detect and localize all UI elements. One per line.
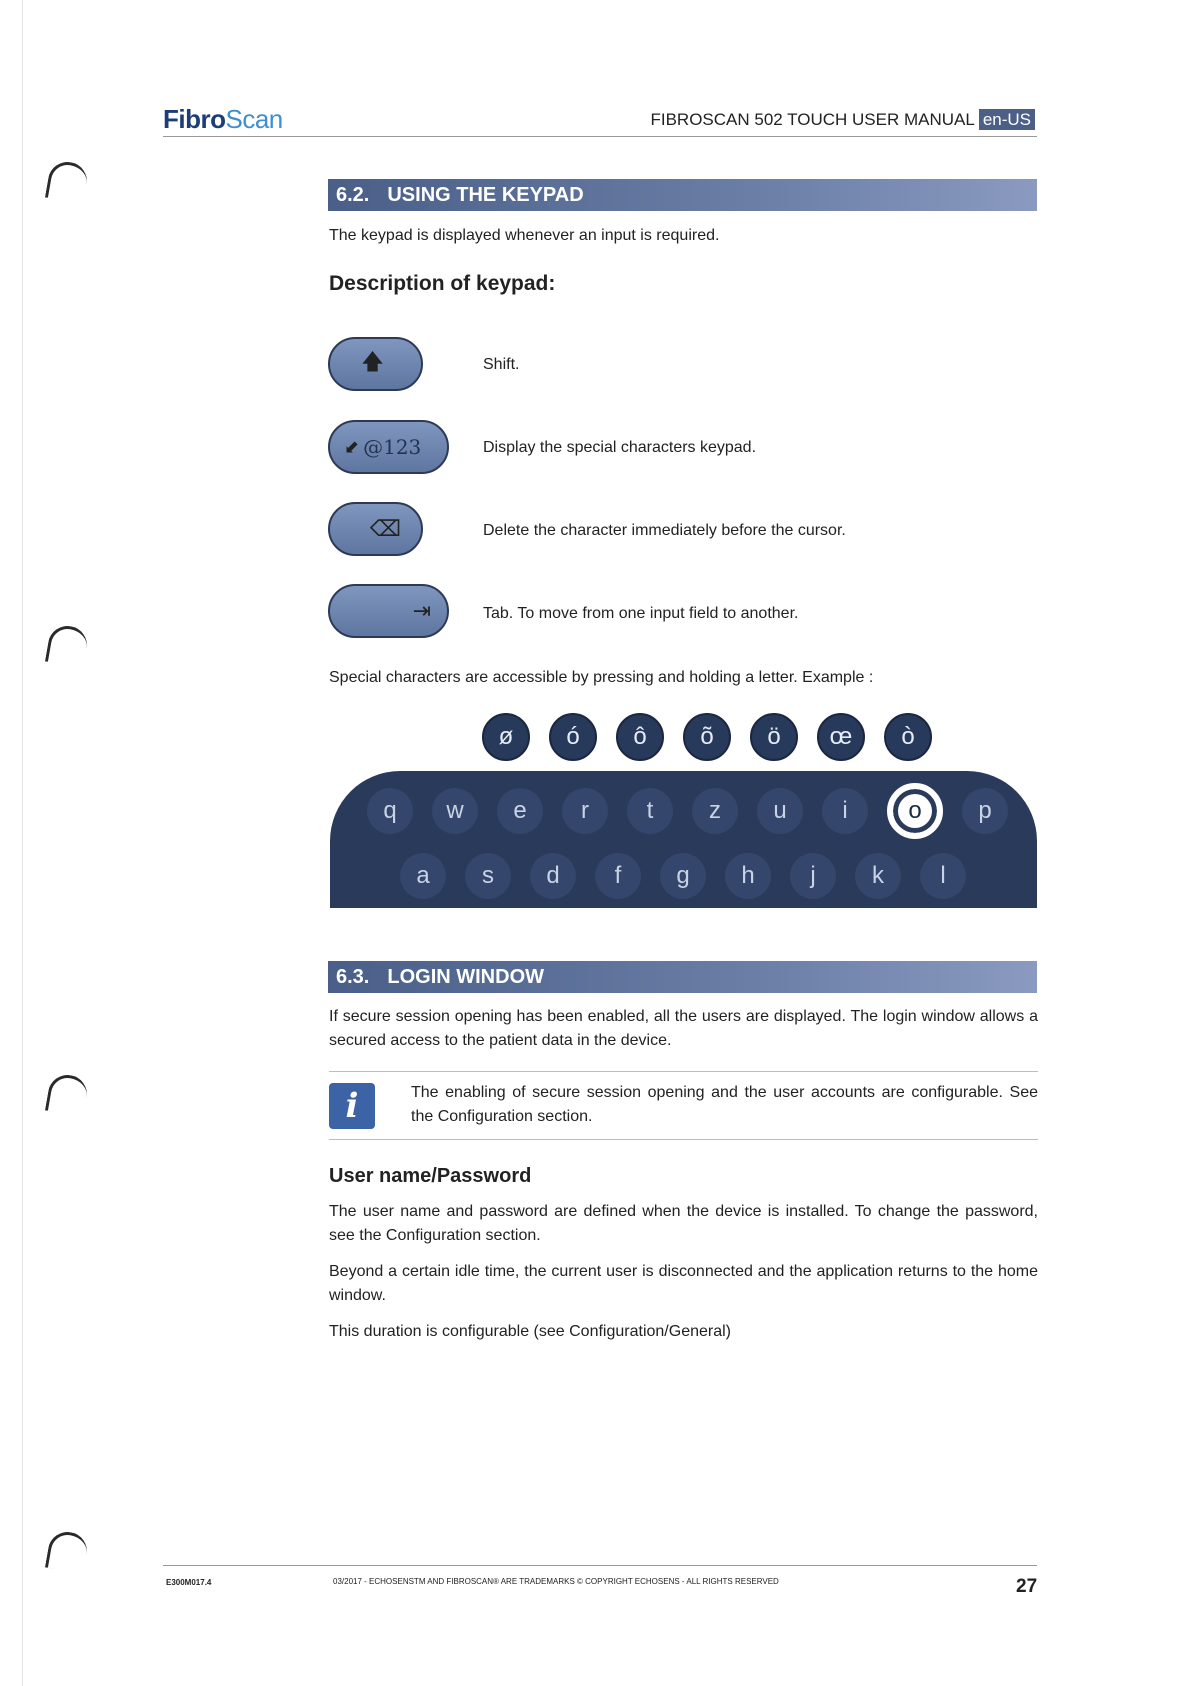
- tab-icon: ⇥: [412, 598, 431, 623]
- user-password-para-2: Beyond a certain idle time, the current user is disconnected and the application returns to the home window.: [329, 1263, 1038, 1304]
- diacritic-key: ó: [549, 713, 597, 761]
- copyright-notice: 03/2017 - ECHOSENSTM AND FIBROSCAN® ARE TRADEMARKS © COPYRIGHT ECHOSENS - ALL RIGHTS RESERVED: [333, 1577, 779, 1586]
- diacritic-key: œ: [817, 713, 865, 761]
- letter-key: t: [627, 788, 673, 834]
- letter-key: s: [465, 853, 511, 899]
- backspace-key-description: Delete the character immediately before the cursor.: [483, 522, 846, 539]
- letter-key: l: [920, 853, 966, 899]
- letter-key: z: [692, 788, 738, 834]
- tab-key-description: Tab. To move from one input field to another.: [483, 605, 799, 622]
- binder-hole: [45, 159, 90, 204]
- diacritic-key: ø: [482, 713, 530, 761]
- manual-title: FIBROSCAN 502 TOUCH USER MANUAL en-US: [650, 110, 1035, 130]
- shift-arrow-icon: 🡅: [361, 349, 384, 374]
- diacritic-key: ö: [750, 713, 798, 761]
- header-divider: [163, 136, 1037, 137]
- language-badge: en-US: [979, 109, 1035, 130]
- user-password-heading: User name/Password: [329, 1165, 532, 1187]
- special-chars-text: Special characters are accessible by pressing and holding a letter. Example :: [329, 669, 874, 686]
- section-heading-keypad: 6.2. USING THE KEYPAD: [328, 179, 1037, 211]
- letter-key: d: [530, 853, 576, 899]
- login-intro: If secure session opening has been enabled, all the users are displayed. The login window allows a secured access to the patient data in the device.: [329, 1008, 1038, 1049]
- letter-key: a: [400, 853, 446, 899]
- backspace-icon: ⌫: [369, 516, 401, 541]
- diacritic-key: õ: [683, 713, 731, 761]
- selected-letter-key: o: [887, 783, 943, 839]
- backspace-key: [328, 502, 423, 556]
- letter-key: q: [367, 788, 413, 834]
- note-top-divider: [329, 1071, 1038, 1072]
- letter-key: i: [822, 788, 868, 834]
- shift-key-description: Shift.: [483, 356, 520, 373]
- diacritic-key: ò: [884, 713, 932, 761]
- binder-hole: [45, 623, 90, 668]
- diacritic-popup: [482, 713, 932, 761]
- tab-key: [328, 584, 449, 638]
- user-password-para-3: This duration is configurable (see Configuration/General): [329, 1323, 731, 1340]
- diacritic-key: ô: [616, 713, 664, 761]
- letter-key: h: [725, 853, 771, 899]
- footer-divider: [163, 1565, 1037, 1566]
- letter-key: e: [497, 788, 543, 834]
- keypad-intro: The keypad is displayed whenever an input is required.: [329, 227, 720, 244]
- binder-hole: [45, 1529, 90, 1574]
- letter-key: u: [757, 788, 803, 834]
- shift-key: [328, 337, 423, 391]
- letter-key: r: [562, 788, 608, 834]
- info-note: The enabling of secure session opening and the user accounts are configurable. See the Configuration section.: [411, 1084, 1038, 1125]
- letter-key: k: [855, 853, 901, 899]
- user-password-para-1: The user name and password are defined when the device is installed. To change the password, see the Configuration section.: [329, 1203, 1038, 1244]
- binder-margin-line: [22, 0, 23, 1686]
- section-heading-login: 6.3. LOGIN WINDOW: [328, 961, 1037, 993]
- letter-key: g: [660, 853, 706, 899]
- letter-key: p: [962, 788, 1008, 834]
- binder-hole: [45, 1072, 90, 1117]
- keypad-subheading: Description of keypad:: [329, 272, 556, 295]
- keyboard-row-2: [400, 853, 966, 899]
- special-chars-icon: ⬋: [344, 436, 360, 457]
- special-chars-key: ⬋ @123: [328, 420, 449, 474]
- special-chars-key-description: Display the special characters keypad.: [483, 439, 757, 456]
- document-code: E300M017.4: [166, 1578, 212, 1587]
- letter-key: f: [595, 853, 641, 899]
- info-icon: i: [329, 1083, 375, 1129]
- keyboard-illustration: [330, 771, 1037, 908]
- letter-key: w: [432, 788, 478, 834]
- fibroscan-logo: FibroScan: [163, 104, 283, 134]
- note-bottom-divider: [329, 1139, 1038, 1140]
- page-number: 27: [1016, 1576, 1038, 1597]
- letter-key: j: [790, 853, 836, 899]
- keyboard-row-1: [367, 788, 1008, 839]
